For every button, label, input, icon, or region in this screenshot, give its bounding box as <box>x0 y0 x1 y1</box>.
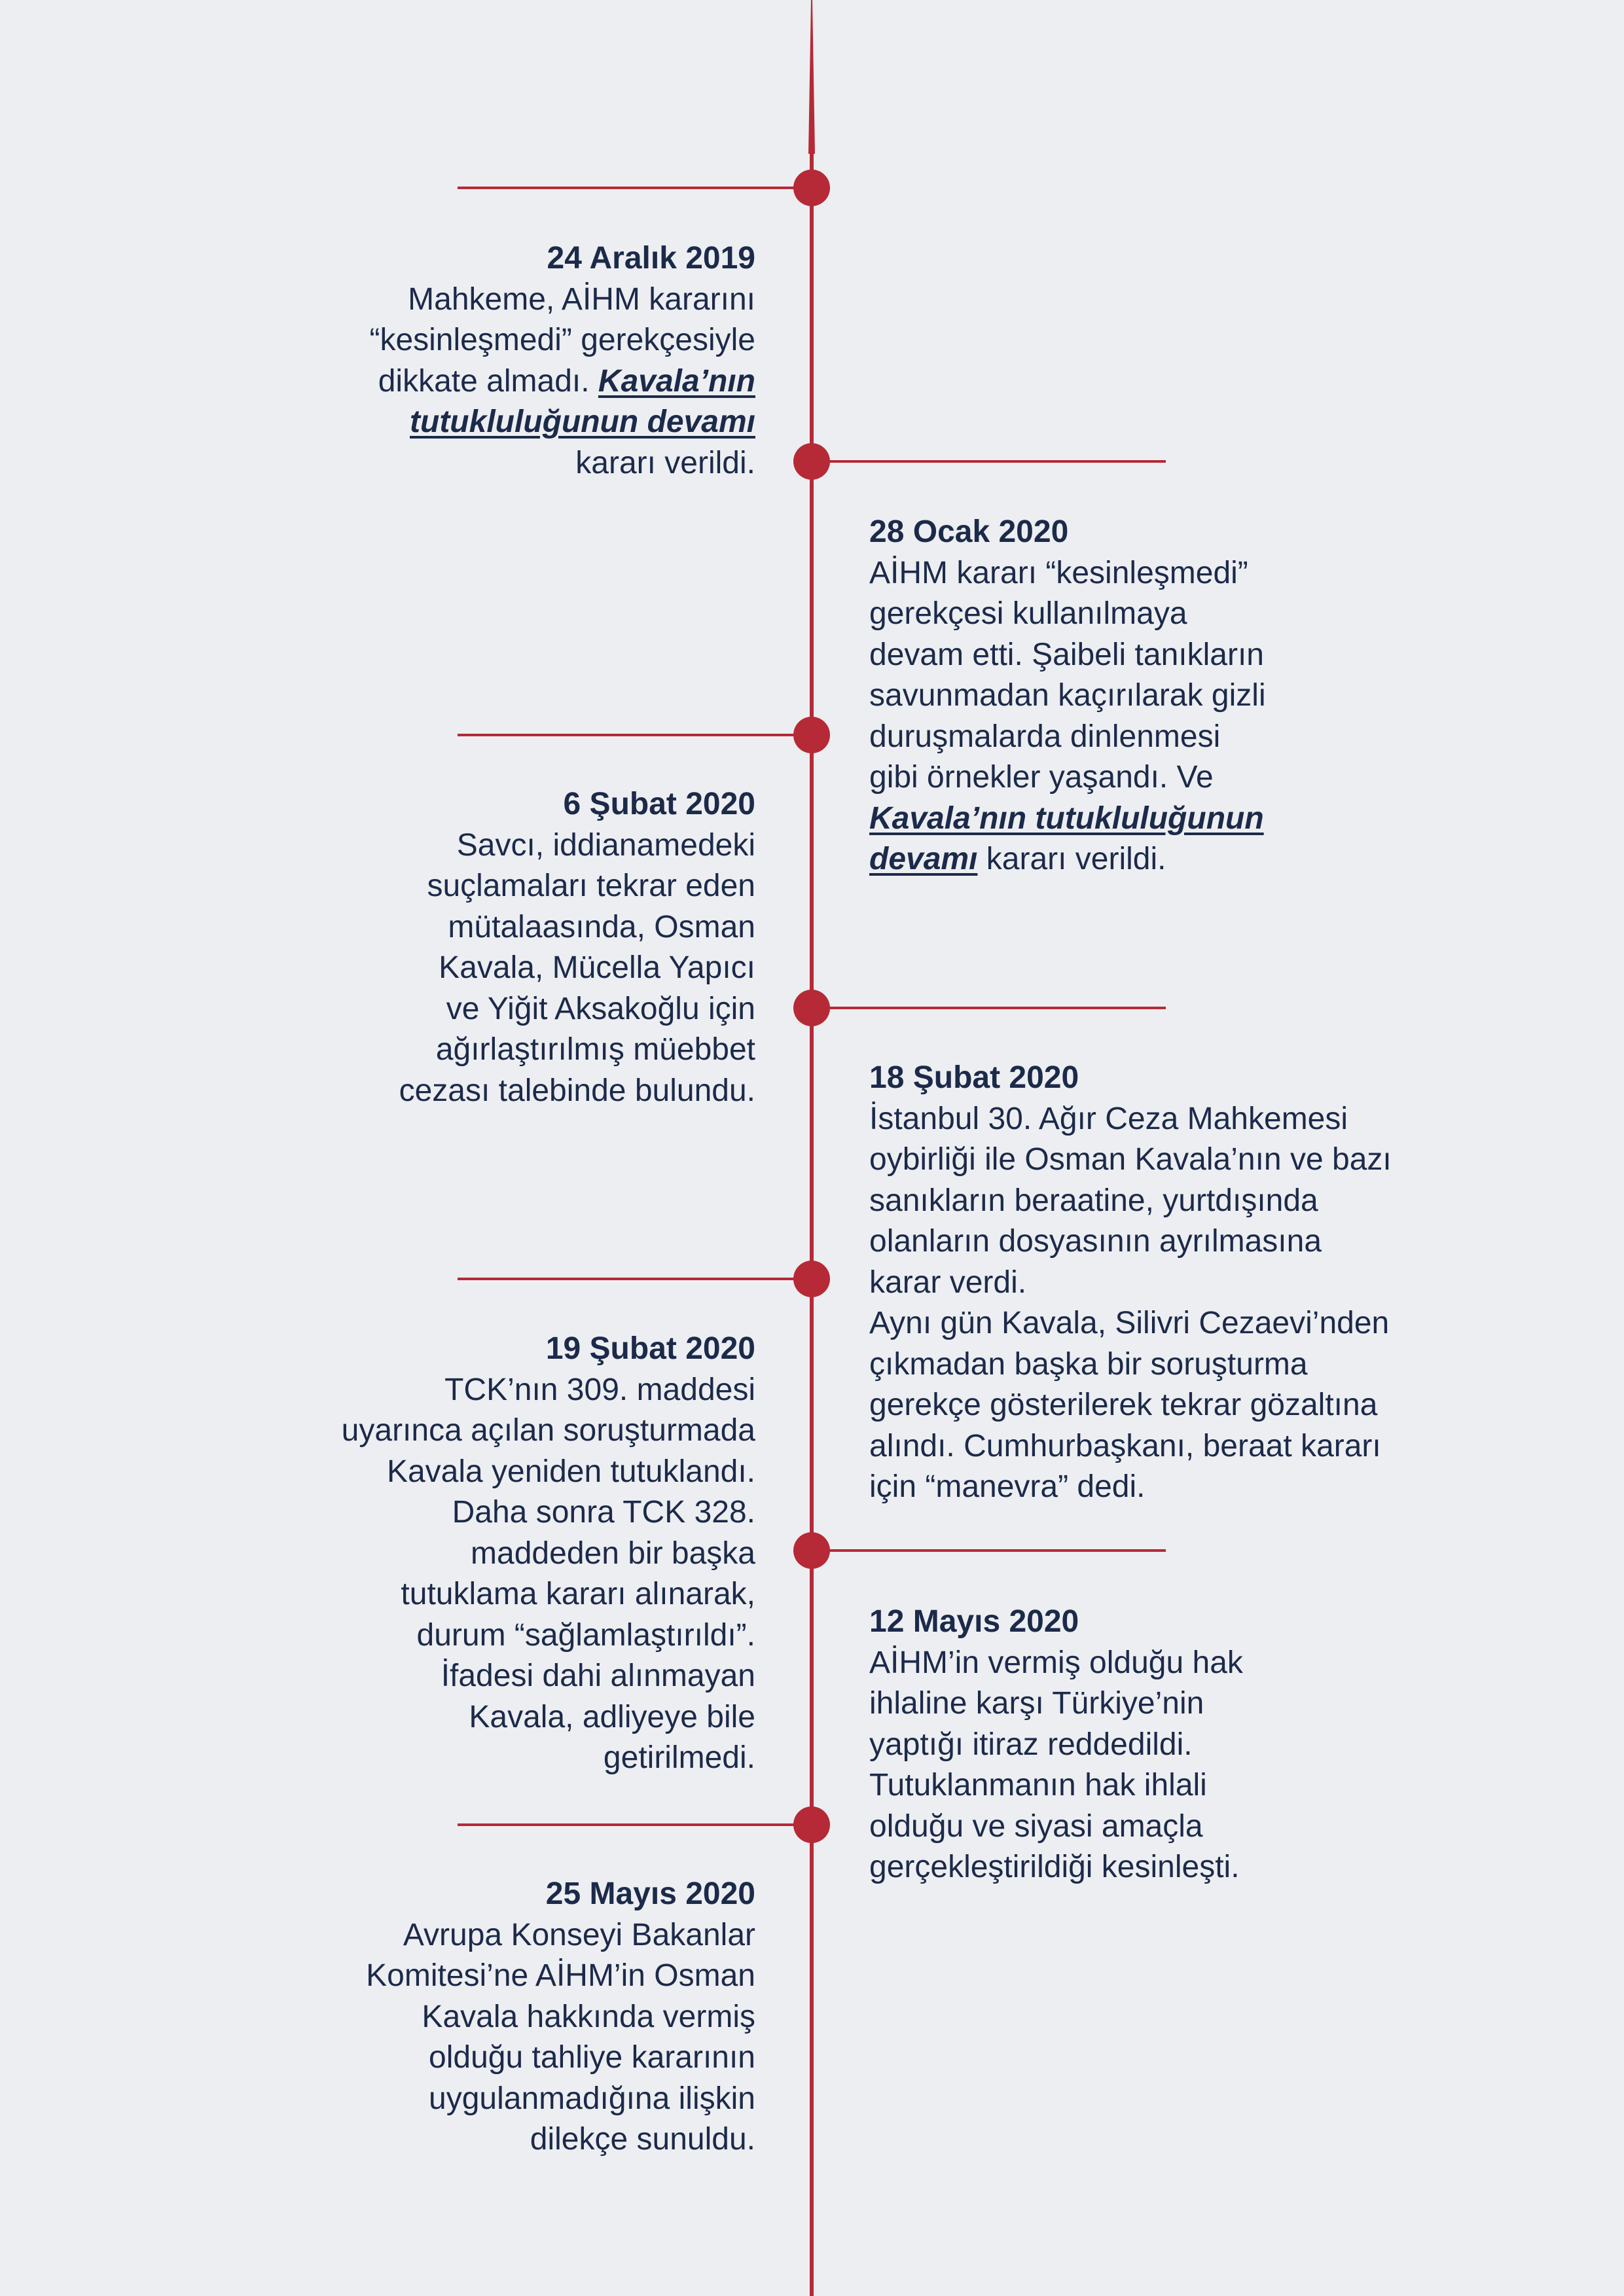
event-text-line <box>323 402 755 443</box>
event-text-line: ağırlaştırılmış müebbet <box>435 1032 755 1067</box>
event-text-line: gerekçe gösterilerek tekrar gözaltına <box>869 1388 1378 1422</box>
event-text-line: alındı. Cumhurbaşkanı, beraat kararı <box>869 1428 1381 1463</box>
timeline-event <box>869 1058 1445 1508</box>
event-text-line: durum “sağlamlaştırıldı”. <box>416 1617 755 1653</box>
timeline-node <box>793 443 830 480</box>
event-text-line: Kavala, adliyeye bile <box>469 1699 755 1734</box>
event-text-line: Kavala hakkında vermiş <box>422 1999 755 2034</box>
timeline-event <box>323 784 755 1111</box>
event-text-line: maddeden bir başka <box>471 1535 755 1571</box>
event-text-line: suçlamaları tekrar eden <box>427 869 755 903</box>
emphasis-text: tutukluluğunun devamı <box>410 404 755 439</box>
event-text-line: oybirliği ile Osman Kavala’nın ve bazı <box>869 1142 1392 1177</box>
event-text-line: tutuklama kararı alınarak, <box>401 1577 755 1611</box>
timeline-event <box>323 1329 755 1779</box>
emphasis-text: Kavala’nın tutukluluğunun <box>869 800 1264 836</box>
event-text-line: olanların dosyasının ayrılmasına <box>869 1224 1322 1259</box>
event-text-line <box>323 361 755 403</box>
event-text-line: Mahkeme, AİHM kararını <box>408 281 755 317</box>
event-date: 28 Ocak 2020 <box>869 514 1069 549</box>
emphasis-text: Kavala’nın <box>598 363 755 399</box>
timeline-node <box>793 990 830 1026</box>
timeline-node <box>793 170 830 206</box>
timeline-node <box>793 1806 830 1843</box>
event-date: 24 Aralık 2019 <box>547 241 755 276</box>
event-text-line: karar verdi. <box>869 1265 1027 1300</box>
event-date: 12 Mayıs 2020 <box>869 1604 1079 1639</box>
event-text-line <box>869 839 1301 880</box>
event-text-line: Komitesi’ne AİHM’in Osman <box>366 1958 755 1993</box>
event-date: 19 Şubat 2020 <box>545 1331 755 1366</box>
event-text-line: “kesinleşmedi” gerekçesiyle <box>369 323 755 357</box>
event-text-line: olduğu ve siyasi amaçla <box>869 1808 1203 1844</box>
timeline-event <box>869 512 1301 880</box>
timeline-spine-taper <box>808 0 815 154</box>
event-text-line: ihlaline karşı Türkiye’nin <box>869 1686 1204 1721</box>
event-text-line: İfadesi dahi alınmayan <box>441 1659 755 1693</box>
event-text-line: Kavala, Mücella Yapıcı <box>439 950 755 985</box>
event-text-line: Aynı gün Kavala, Silivri Cezaevi’nden <box>869 1306 1390 1340</box>
event-text-line: getirilmedi. <box>603 1740 755 1775</box>
event-date: 18 Şubat 2020 <box>869 1060 1079 1095</box>
event-text-line: İstanbul 30. Ağır Ceza Mahkemesi <box>869 1101 1348 1136</box>
event-text-line: uyarınca açılan soruşturmada <box>341 1413 755 1448</box>
event-text-line: Avrupa Konseyi Bakanlar <box>403 1917 755 1952</box>
event-text-line: AİHM kararı “kesinleşmedi” <box>869 555 1248 590</box>
timeline-node <box>793 1261 830 1297</box>
event-text-line: Tutuklanmanın hak ihlali <box>869 1768 1207 1803</box>
timeline-event <box>323 1874 755 2161</box>
event-text-line <box>869 798 1301 840</box>
emphasis-text: devamı <box>869 842 978 876</box>
timeline-node <box>793 1532 830 1569</box>
event-text-line: ve Yiğit Aksakoğlu için <box>446 991 755 1026</box>
timeline-node <box>793 717 830 753</box>
event-text-line: kararı verildi. <box>575 445 755 480</box>
event-text-line: dilekçe sunuldu. <box>530 2122 755 2157</box>
event-text-line: devam etti. Şaibeli tanıkların <box>869 637 1264 672</box>
event-text-line: Kavala yeniden tutuklandı. <box>386 1454 755 1489</box>
event-text-line: TCK’nın 309. maddesi <box>444 1372 755 1407</box>
event-text-line: gerekçesi kullanılmaya <box>869 596 1187 631</box>
event-text: dikkate almadı. <box>378 363 598 399</box>
event-text-line: uygulanmadığına ilişkin <box>429 2081 755 2116</box>
event-date: 25 Mayıs 2020 <box>545 1876 755 1911</box>
event-text: kararı verildi. <box>977 842 1166 876</box>
event-text-line: AİHM’in vermiş olduğu hak <box>869 1645 1243 1680</box>
timeline-event <box>323 238 755 484</box>
event-text-line: için “manevra” dedi. <box>869 1469 1146 1504</box>
event-date: 6 Şubat 2020 <box>563 787 755 821</box>
event-text-line: yaptığı itiraz reddedildi. <box>869 1727 1193 1762</box>
event-text-line: mütalaasında, Osman <box>448 909 755 944</box>
event-text-line: sanıkların beraatine, yurtdışında <box>869 1183 1318 1218</box>
event-text-line: gerçekleştirildiği kesinleşti. <box>869 1850 1240 1884</box>
event-text-line: cezası talebinde bulundu. <box>399 1073 755 1108</box>
event-text-line: duruşmalarda dinlenmesi <box>869 719 1221 754</box>
event-text-line: gibi örnekler yaşandı. Ve <box>869 760 1214 795</box>
event-text-line: Savcı, iddianamedeki <box>456 827 755 863</box>
event-text-line: çıkmadan başka bir soruşturma <box>869 1346 1308 1382</box>
event-text-line: savunmadan kaçırılarak gizli <box>869 678 1266 713</box>
event-text-line: Daha sonra TCK 328. <box>452 1495 755 1530</box>
timeline-event <box>869 1602 1301 1888</box>
event-text-line: olduğu tahliye kararının <box>429 2040 755 2075</box>
